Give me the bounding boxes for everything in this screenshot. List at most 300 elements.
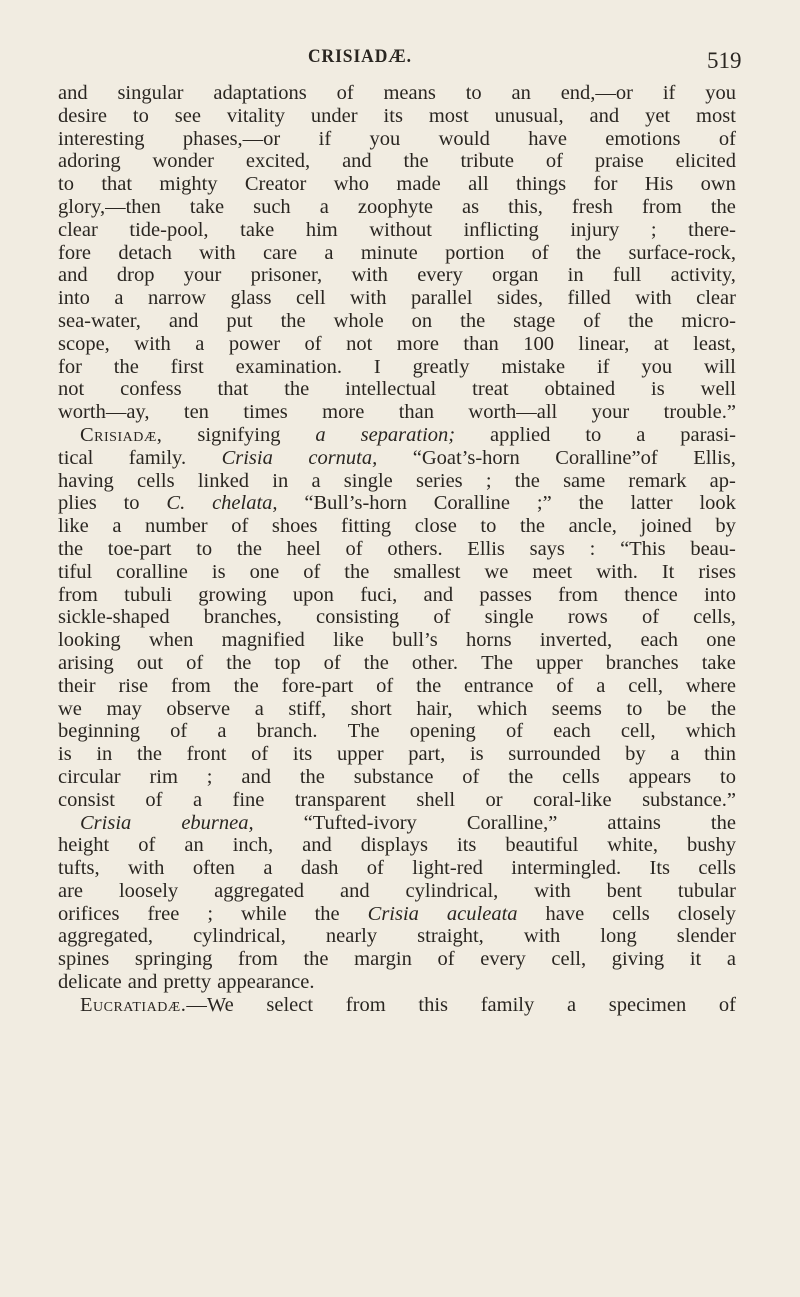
word: of — [186, 651, 204, 674]
text-line — [58, 834, 736, 857]
text-line — [58, 264, 736, 287]
text-line — [58, 287, 736, 310]
word: springing — [134, 948, 213, 971]
text-line — [58, 857, 736, 880]
word: organ — [492, 264, 539, 287]
word: of — [583, 309, 601, 332]
word: of — [531, 241, 549, 264]
word: by — [715, 515, 736, 538]
word: rise — [118, 674, 149, 697]
word: ; — [485, 469, 492, 492]
word: is — [211, 560, 226, 583]
word: is — [58, 743, 72, 766]
word: remark — [628, 469, 687, 492]
text-line — [58, 561, 736, 584]
word: a — [324, 241, 334, 264]
word: closely — [677, 902, 736, 925]
word: and — [339, 879, 370, 902]
word: of — [556, 674, 574, 697]
word: glass — [230, 287, 272, 310]
word: most — [428, 104, 469, 127]
word: from — [58, 583, 98, 606]
word: Ellis, — [693, 446, 736, 469]
word: Its — [649, 857, 671, 880]
word: beautiful — [505, 834, 579, 857]
word: looking — [58, 629, 121, 652]
word: him — [305, 218, 338, 241]
word: passes — [479, 583, 532, 606]
word: Crisia — [80, 811, 132, 834]
word: aggregated — [214, 879, 305, 902]
word: with — [635, 287, 672, 310]
word: to — [720, 765, 736, 788]
word: and — [589, 104, 620, 127]
word: joined — [640, 515, 692, 538]
word: if — [662, 82, 676, 104]
word: the — [284, 378, 310, 401]
word: to — [626, 697, 643, 720]
word: signifying — [197, 423, 281, 446]
word: of — [376, 674, 394, 697]
word: phases,—or — [182, 127, 281, 150]
word: the — [303, 948, 329, 971]
word: bent — [606, 879, 642, 902]
text-line — [58, 242, 736, 265]
word: while — [241, 902, 287, 925]
word: a — [636, 423, 646, 446]
word: a — [726, 948, 736, 971]
word: Coralline”of — [555, 446, 658, 469]
word: upper — [336, 743, 384, 766]
word: injury — [570, 218, 620, 241]
text-line — [58, 606, 736, 629]
word: with. — [596, 560, 638, 583]
word: from — [641, 195, 682, 218]
word: thence — [624, 583, 678, 606]
text-line — [58, 470, 736, 493]
word: the — [628, 309, 654, 332]
word: inflicting — [463, 218, 539, 241]
word: displays — [360, 834, 428, 857]
word: white, — [607, 834, 658, 857]
word: a — [315, 423, 326, 446]
word: entrance — [464, 674, 534, 697]
word: ; — [207, 902, 214, 925]
word: most — [696, 104, 736, 127]
word: beginning — [58, 720, 140, 743]
word: Ellis — [467, 537, 505, 560]
word: in — [272, 469, 289, 492]
word: tubuli — [124, 583, 172, 606]
word: and — [241, 765, 271, 788]
word: of — [433, 606, 451, 629]
text-line — [58, 971, 736, 994]
text-line — [58, 333, 736, 356]
word: the — [519, 515, 545, 538]
word: the — [299, 765, 325, 788]
body-text — [58, 82, 736, 1017]
word: fore — [58, 241, 92, 264]
word: attains — [607, 811, 661, 834]
word: 100 — [523, 332, 554, 355]
word: than — [398, 401, 434, 424]
word: cylindrical, — [193, 925, 286, 948]
word: is — [469, 743, 484, 766]
word: which — [477, 697, 528, 720]
word: plies — [58, 492, 97, 515]
word: horns — [466, 629, 512, 652]
word: ancle, — [568, 515, 617, 538]
word: sickle-shaped — [58, 606, 170, 629]
word: treat — [472, 378, 509, 401]
word: you — [705, 82, 736, 104]
text-line — [58, 105, 736, 128]
word: their — [58, 674, 96, 697]
text-line — [58, 356, 736, 379]
word: “Tufted-ivory — [303, 811, 417, 834]
word: says — [529, 537, 565, 560]
word: Creator — [244, 173, 307, 196]
word: arising — [58, 651, 114, 674]
word: it — [689, 948, 702, 971]
word: shell — [416, 788, 456, 811]
word: surface-rock, — [628, 241, 736, 264]
page-number: 519 — [707, 48, 742, 73]
word: the — [460, 309, 486, 332]
word: a — [319, 195, 329, 218]
word: cells — [698, 857, 736, 880]
word: fine — [232, 788, 265, 811]
word: its — [383, 104, 403, 127]
word: is — [651, 378, 665, 401]
word: a — [670, 743, 680, 766]
word: than — [463, 332, 499, 355]
word: when — [148, 629, 194, 652]
word: single — [484, 606, 534, 629]
word: cell — [295, 287, 326, 310]
word: Crisia — [367, 902, 419, 925]
word: its — [457, 834, 477, 857]
word: would — [438, 127, 490, 150]
word: the — [514, 469, 540, 492]
word: of — [170, 720, 188, 743]
word: with — [351, 264, 388, 287]
word: of — [505, 720, 524, 743]
word: like — [333, 629, 364, 652]
word: others. — [387, 537, 443, 560]
word: tufts, — [58, 857, 100, 880]
word: detach — [118, 241, 172, 264]
word: if — [318, 127, 332, 150]
word: orifices — [58, 902, 120, 925]
word: dash — [300, 857, 339, 880]
word: whole — [333, 309, 384, 332]
word: a — [263, 857, 273, 880]
word: end,—or — [560, 82, 634, 104]
word: intellectual — [345, 378, 437, 401]
text-line — [58, 698, 736, 721]
text-line — [58, 378, 736, 401]
text-line — [58, 310, 736, 333]
word: a — [192, 788, 203, 811]
word: shoes — [271, 515, 318, 538]
word: of — [641, 606, 660, 629]
word: tical — [58, 446, 94, 469]
word: out — [136, 651, 164, 674]
word: family — [480, 993, 535, 1016]
word: rises — [698, 560, 736, 583]
word: tribute — [460, 150, 514, 173]
word: magnified — [221, 629, 305, 652]
word: greatly — [412, 355, 470, 378]
word: like — [58, 515, 89, 538]
word: family. — [128, 446, 187, 469]
word: own — [700, 173, 736, 196]
word: bushy — [686, 834, 736, 857]
word: a — [566, 993, 577, 1016]
word: care — [262, 241, 298, 264]
word: activity, — [670, 264, 736, 287]
word: sea-water, — [58, 309, 141, 332]
word: obtained — [544, 378, 616, 401]
word: cells — [137, 469, 175, 492]
word: ap- — [709, 469, 736, 492]
word: full — [612, 264, 642, 287]
word: adoring — [58, 150, 121, 173]
word: from — [237, 948, 278, 971]
text-line — [58, 173, 736, 196]
word: where — [685, 674, 736, 697]
word: slender — [676, 925, 736, 948]
word: inch, — [232, 834, 274, 857]
word: times — [243, 401, 288, 424]
text-line — [58, 925, 736, 948]
text-line — [58, 880, 736, 903]
word: trouble.” — [663, 401, 736, 424]
word: appears — [628, 765, 692, 788]
word: the — [344, 560, 370, 583]
word: you — [641, 355, 673, 378]
word: inverted, — [539, 629, 613, 652]
word: rim — [149, 765, 178, 788]
word: “Bull’s-horn — [304, 492, 407, 515]
word: the — [233, 674, 259, 697]
word: the — [58, 537, 84, 560]
word: worth—all — [468, 401, 558, 424]
word: we — [484, 560, 509, 583]
word: the — [136, 743, 162, 766]
word: height — [58, 834, 110, 857]
text-line — [58, 424, 736, 447]
word: appearance. — [217, 971, 315, 994]
word: a — [311, 469, 321, 492]
word: mighty — [159, 173, 218, 196]
text-line — [58, 766, 736, 789]
word: circular — [58, 765, 121, 788]
word: stage — [513, 309, 556, 332]
word: transparent — [294, 788, 386, 811]
word: beau- — [690, 537, 736, 560]
word: Crisia — [221, 446, 273, 469]
word: parallel — [410, 287, 473, 310]
word: and — [342, 150, 372, 173]
word: excited, — [245, 150, 311, 173]
word: from — [558, 583, 598, 606]
word: the — [416, 674, 442, 697]
word: that — [217, 378, 249, 401]
word: to — [123, 492, 140, 515]
word: smallest — [393, 560, 461, 583]
word: fuci, — [360, 583, 398, 606]
word: there- — [688, 218, 736, 241]
word: series — [415, 469, 463, 492]
word: toe-part — [107, 537, 172, 560]
word: you — [369, 127, 401, 150]
word: The — [347, 720, 380, 743]
word: yet — [645, 104, 671, 127]
word: single — [343, 469, 393, 492]
word: the — [314, 902, 340, 925]
word: chelata, — [212, 492, 278, 515]
word: branches — [605, 651, 679, 674]
text-line — [58, 150, 736, 173]
word: tide-pool, — [129, 218, 209, 241]
word: desire — [58, 104, 107, 127]
word: glory,—then — [58, 195, 161, 218]
word: at — [653, 332, 669, 355]
word: substance.” — [642, 788, 736, 811]
word: a — [254, 697, 264, 720]
word: cell, — [620, 720, 656, 743]
word: minute — [360, 241, 418, 264]
word: scope, — [58, 332, 110, 355]
word: the — [226, 651, 252, 674]
text-line — [58, 196, 736, 219]
word: heel — [286, 537, 321, 560]
word: cell, — [628, 674, 663, 697]
word: cells — [612, 902, 650, 925]
word: its — [292, 743, 313, 766]
word: made — [396, 173, 441, 196]
word: confess — [120, 378, 182, 401]
word: portion — [445, 241, 505, 264]
word: hair, — [416, 697, 453, 720]
word: each — [640, 629, 678, 652]
word: part, — [408, 743, 446, 766]
word: all — [468, 173, 489, 196]
word: singular — [117, 82, 184, 104]
word: to — [58, 173, 74, 196]
word: rows — [567, 606, 608, 629]
word: zoophyte — [357, 195, 433, 218]
word: who — [333, 173, 370, 196]
word: the — [710, 195, 736, 218]
word: fitting — [341, 515, 392, 538]
word: take — [701, 651, 736, 674]
word: put — [226, 309, 253, 332]
word: “Goat’s-horn — [412, 446, 520, 469]
word: latter — [630, 492, 673, 515]
text-line — [58, 515, 736, 538]
word: worth—ay, — [58, 401, 150, 424]
word: under — [310, 104, 358, 127]
word: and — [58, 264, 88, 287]
word: opening — [409, 720, 476, 743]
word: : — [589, 537, 596, 560]
word: the — [280, 309, 306, 332]
word: to — [196, 537, 213, 560]
word: intermingled. — [511, 857, 622, 880]
word: a — [596, 674, 606, 697]
word: pretty — [163, 971, 212, 994]
word: of — [251, 743, 269, 766]
word: branches, — [203, 606, 282, 629]
word: of — [718, 993, 736, 1016]
text-line — [58, 948, 736, 971]
word: power — [228, 332, 281, 355]
word: without — [369, 218, 432, 241]
word: often — [192, 857, 235, 880]
text-line — [58, 401, 736, 424]
word: front — [186, 743, 227, 766]
word: ;” — [536, 492, 552, 515]
word: to — [480, 515, 497, 538]
word: of — [437, 948, 455, 971]
text-line — [58, 903, 736, 926]
word: an — [511, 82, 531, 104]
word: cylindrical, — [405, 879, 499, 902]
word: fresh — [571, 195, 613, 218]
word: are — [58, 879, 84, 902]
word: margin — [354, 948, 412, 971]
word: fore-part — [281, 674, 354, 697]
text-line — [58, 720, 736, 743]
word: “This — [620, 537, 666, 560]
word: and — [127, 971, 158, 994]
word: each — [553, 720, 591, 743]
word: unusual, — [494, 104, 564, 127]
word: cell, — [551, 948, 587, 971]
word: more — [396, 332, 439, 355]
word: praise — [594, 150, 644, 173]
word: short — [350, 697, 392, 720]
word: of — [336, 82, 354, 104]
word: and — [302, 834, 332, 857]
word: bull’s — [392, 629, 438, 652]
word: of — [718, 127, 736, 150]
running-head — [0, 46, 800, 74]
word: clear — [696, 287, 736, 310]
word: ten — [183, 401, 209, 424]
word: The — [481, 651, 513, 674]
word: from — [345, 993, 386, 1016]
word: not — [346, 332, 373, 355]
word: coral-like — [533, 788, 612, 811]
word: a — [112, 515, 122, 538]
word: a — [217, 720, 227, 743]
word: in — [567, 264, 584, 287]
word: a — [195, 332, 205, 355]
word: by — [625, 743, 646, 766]
word: with — [523, 925, 561, 948]
word: from — [170, 674, 211, 697]
word: of — [366, 857, 384, 880]
word: take — [240, 218, 275, 241]
word: sides, — [496, 287, 543, 310]
word: surrounded — [508, 743, 601, 766]
word: linear, — [578, 332, 630, 355]
text-line — [58, 652, 736, 675]
